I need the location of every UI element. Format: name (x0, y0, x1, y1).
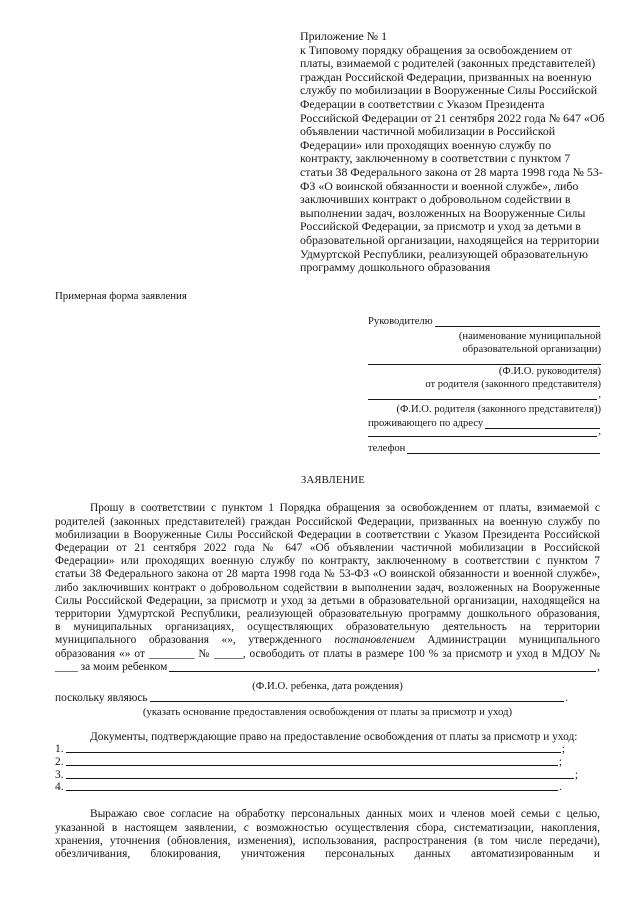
document-item-number: 3. (55, 769, 64, 781)
appendix-line: Федерации» или проходящих военную службу по (300, 137, 552, 152)
appendix-line: статьи 38 Федерального закона от 28 марта 1998 года № 53- (300, 164, 603, 179)
from-parent-label: от родителя (законного представителя) (425, 379, 601, 390)
request-line: либо заключивших контракт о добровольном содействии в выполнении задач, возложенных на Вооруженные (55, 581, 600, 594)
document-item (55, 755, 562, 769)
document-item-number: 2. (55, 756, 64, 768)
basis-field-row (55, 691, 568, 705)
appendix-line: Российской Федерации от 21 сентября 2022 года № 647 «Об (300, 110, 605, 125)
appendix-line: к Типовому порядку обращения за освобождением от (300, 42, 572, 57)
appendix-line: ФЗ «О воинской обязанности и военной службе», либо (300, 178, 579, 193)
document-heading: ЗАЯВЛЕНИЕ (301, 475, 365, 486)
request-line: мобилизации в Вооруженные Силы Российской Федерации в соответствии с Указом Президента Российской (55, 528, 600, 541)
consent-paragraph (55, 808, 600, 861)
request-line-municipal (55, 634, 600, 647)
appendix-line: контракту, заключенному в соответствии с пунктом 7 (300, 151, 571, 166)
appendix-line: образовательной организации, находящейся на территории (300, 232, 600, 247)
appendix-line: Российской Федерации, за присмотр и уход за детьми в (300, 219, 581, 234)
request-text: муниципального образования «», утвержденного (55, 634, 322, 647)
document-blank-line (66, 755, 558, 766)
org-hint-line1: (наименование муниципальной (458, 331, 601, 342)
consent-line: Выражаю свое согласие на обработку персональных данных моих и членов моей семьи с целью, (90, 808, 600, 821)
form-caption: Примерная форма заявления (55, 290, 187, 302)
appendix-line: заключивших контракт о добровольном содействии в (300, 192, 571, 207)
request-line: родителей (законных представителей) граждан Российской Федерации, призванных на военную службу по (55, 515, 600, 528)
head-label: Руководителю (368, 316, 433, 327)
appendix-line: платы, взимаемой с родителей (законных представителей) (300, 56, 596, 71)
appendix-line: службу по мобилизации в Вооруженные Силы Российской (300, 83, 598, 98)
request-paragraph (55, 502, 600, 674)
basis-hint: (указать основание предоставления освобождения от платы за присмотр и уход) (142, 706, 513, 718)
address-blank-line-2 (368, 425, 597, 437)
document-item-end: ; (574, 769, 578, 781)
basis-blank-line (150, 691, 565, 702)
line-end-comma: , (598, 426, 601, 437)
request-line: Силы Российской Федерации, за присмотр и уход за детьми в образовательной организации, находящейся на (55, 594, 600, 607)
document-item-end: ; (558, 756, 562, 768)
appendix-title: Приложение № 1 (300, 29, 388, 43)
basis-suffix: . (565, 692, 568, 704)
document-blank-line (66, 780, 559, 791)
child-name-blank-line (169, 661, 596, 672)
document-blank-line (66, 742, 561, 753)
child-prefix: ____ за моим ребенком (55, 660, 168, 673)
appendix-line: граждан Российской Федерации, призванных на военную (300, 69, 592, 84)
appendix-line: программу дошкольного образования (300, 260, 491, 275)
document-item-number: 4. (55, 781, 64, 793)
appendix-block (300, 30, 604, 275)
address-continuation-row (368, 425, 601, 439)
document-item (55, 742, 565, 756)
appendix-line: Федерации в соответствии с Указом Президента (300, 96, 545, 111)
request-line: статьи 38 Федерального закона от 28 марта 1998 года № 53-ФЗ «О воинской обязанности и военной службе», (55, 568, 600, 581)
line-end-comma: , (598, 389, 601, 400)
phone-blank-line (407, 442, 600, 454)
document-blank-line (66, 768, 574, 779)
appendix-line: Удмуртской Республики, реализующей образовательную (300, 246, 589, 261)
parent-name-field-row (368, 388, 601, 402)
consent-line: обезличивания, блокирования, уничтожения персональных данных автоматизированным и (55, 848, 600, 861)
request-text-italic: постановлением (334, 634, 415, 647)
appendix-line: выполнении задач, возложенных на Вооруженные Силы (300, 205, 586, 220)
head-name-hint: (Ф.И.О. руководителя) (498, 366, 601, 377)
document-item-end: ; (561, 743, 565, 755)
consent-line: хранения, уточнения (обновления, изменения), использования, распространения (в том числе передачи), (55, 834, 600, 847)
documents-intro: Документы, подтверждающие право на предоставление освобождения от платы за присмотр и уход: (90, 731, 578, 743)
child-field-row (55, 661, 600, 674)
parent-name-blank-line (368, 388, 597, 400)
phone-field-row (368, 442, 601, 456)
address-label: проживающего по адресу (368, 418, 484, 429)
request-line: территории Удмуртской Республики, реализующей образовательную программу дошкольного образования, (55, 608, 600, 621)
request-line: Федерации» или проходящих военную службу по контракту, заключенному в соответствии с пунктом 7 (55, 555, 600, 568)
request-line: в муниципальных организациях, осуществляющих образовательную деятельность на территории (55, 621, 600, 634)
phone-label: телефон (368, 443, 406, 454)
child-suffix: , (597, 660, 600, 673)
request-text: Администрации муниципального (427, 634, 600, 647)
request-line: Прошу в соответствии с пунктом 1 Порядка обращения за освобождением от платы, взимаемой с (90, 502, 600, 515)
document-item (55, 780, 562, 794)
head-blank-line (435, 315, 600, 327)
appendix-line: объявлении частичной мобилизации в Российской (300, 124, 556, 139)
head-field-row (368, 315, 601, 329)
request-line: Федерации от 21 сентября 2022 года № 647 «Об объявлении частичной мобилизации в Российской (55, 542, 600, 554)
parent-name-hint: (Ф.И.О. родителя (законного представителя)) (396, 404, 601, 415)
consent-line: указанной в настоящем заявлении, с возможностью осуществления сбора, систематизации, накопления, (55, 821, 600, 834)
basis-label: поскольку являюсь (55, 692, 148, 704)
request-line-amount: образования «» от ________ № _____, освободить от платы в размере 100 % за присмотр и уход в МДОУ № (55, 647, 600, 660)
document-item-end: . (559, 781, 562, 793)
org-hint-line2: образовательной организации) (462, 344, 601, 355)
child-hint: (Ф.И.О. ребенка, дата рождения) (252, 680, 403, 692)
document-item-number: 1. (55, 743, 64, 755)
